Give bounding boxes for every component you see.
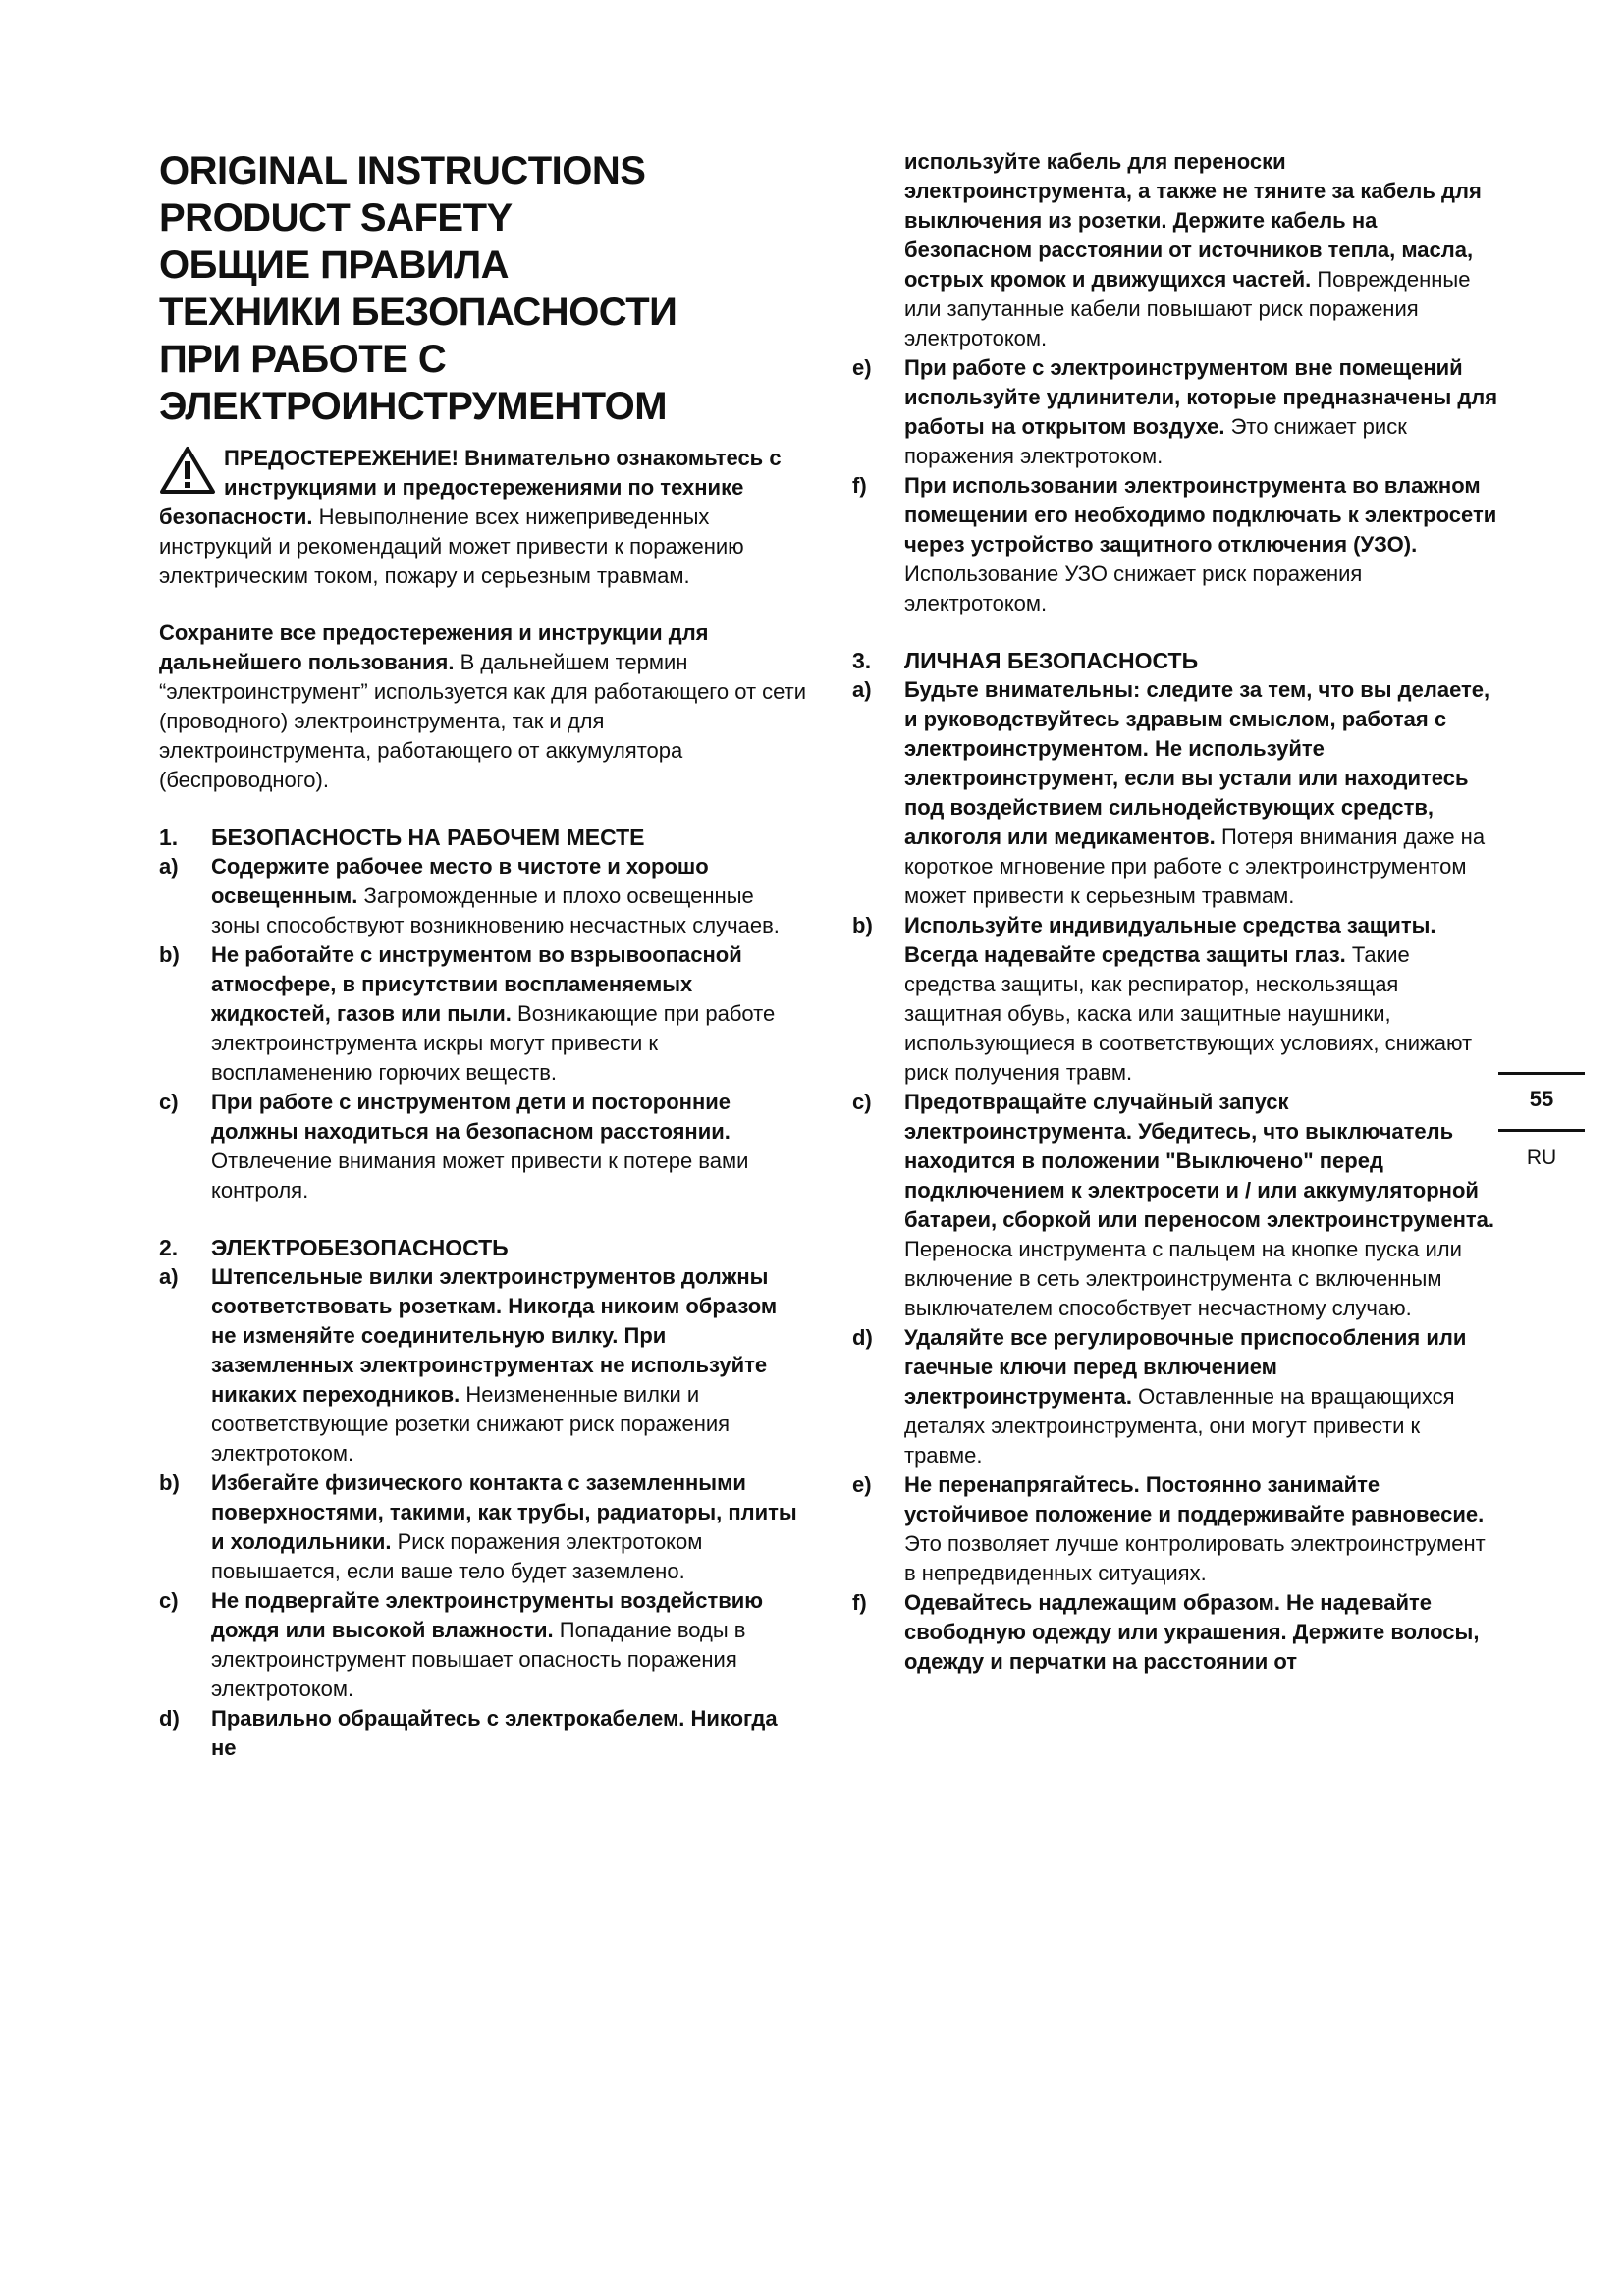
item-bold: Не работайте с инструментом во взрывоопасной атмосфере, в присутствии воспламеняемых жидкостей, газов или пыли. xyxy=(211,942,742,1026)
section-heading-2 xyxy=(159,1233,807,1262)
item-text: Это позволяет лучше контролировать электроинструмент в непредвиденных ситуациях. xyxy=(904,1531,1486,1585)
list-item xyxy=(159,1088,807,1205)
page-marker-rule xyxy=(1498,1072,1585,1075)
page-number: 55 xyxy=(1529,1087,1554,1111)
save-text: В дальнейшем термин “электроинструмент” используется как для работающего от сети (проводного) электроинструмента, так и для электроинструмента, работающего от аккумулятора (беспроводного). xyxy=(159,650,807,792)
right-column xyxy=(852,147,1500,1677)
item-letter: c) xyxy=(852,1090,872,1114)
list-item xyxy=(852,1588,1500,1677)
section-title: ЭЛЕКТРОБЕЗОПАСНОСТЬ xyxy=(211,1235,509,1260)
section-heading-1 xyxy=(159,823,807,852)
title-line: ORIGINAL INSTRUCTIONS xyxy=(159,149,646,192)
section-heading-3 xyxy=(852,646,1500,675)
item-bold: используйте кабель для переноски электроинструмента, а также не тяните за кабель для выключения из розетки. Держите кабель на безопасном расстоянии от источников тепла, масла, острых кромок и движущихся частей. xyxy=(904,149,1482,292)
item-bold: Не перенапрягайтесь. Постоянно занимайте устойчивое положение и поддерживайте равновесие. xyxy=(904,1472,1485,1526)
title-line: ПРИ РАБОТЕ С xyxy=(159,338,447,381)
item-letter: d) xyxy=(159,1706,180,1731)
section-title: ЛИЧНАЯ БЕЗОПАСНОСТЬ xyxy=(904,648,1199,673)
list-item-continuation xyxy=(904,147,1500,353)
item-letter: a) xyxy=(159,1264,179,1289)
title-line: ЭЛЕКТРОИНСТРУМЕНТОМ xyxy=(159,385,668,428)
list-item xyxy=(852,471,1500,618)
section-number: 3. xyxy=(852,648,872,673)
title-line: PRODUCT SAFETY xyxy=(159,196,513,240)
item-text: Использование УЗО снижает риск поражения электротоком. xyxy=(904,561,1363,615)
page-title xyxy=(159,147,807,430)
list-item xyxy=(159,940,807,1088)
warning-bold-text: ПРЕДОСТЕРЕЖЕНИЕ! Внимательно ознакомьтесь с инструкциями и предостережениями по технике безопасности. xyxy=(159,446,782,529)
item-bold: При работе с электроинструментом вне помещений используйте удлинители, которые предназначены для работы на открытом воздухе. xyxy=(904,355,1498,439)
item-bold: Используйте индивидуальные средства защиты. Всегда надевайте средства защиты глаз. xyxy=(904,913,1436,967)
item-letter: b) xyxy=(159,942,180,967)
item-bold: Штепсельные вилки электроинструментов должны соответствовать розеткам. Никогда никоим образом не изменяйте соединительную вилку. При заземленных электроинструментах не используйте никаких переходников. xyxy=(211,1264,778,1407)
language-code: RU xyxy=(1526,1147,1557,1169)
title-line: ОБЩИЕ ПРАВИЛА xyxy=(159,243,510,287)
list-item xyxy=(159,1704,807,1763)
item-text: Возникающие при работе электроинструмента искры могут привести к воспламенению горючих веществ. xyxy=(211,1001,776,1085)
item-letter: b) xyxy=(159,1470,180,1495)
list-item xyxy=(159,1586,807,1704)
item-text: Загроможденные и плохо освещенные зоны способствуют возникновению несчастных случаев. xyxy=(211,883,780,937)
item-bold: При использовании электроинструмента во влажном помещении его необходимо подключать к электросети через устройство защитного отключения (УЗО). xyxy=(904,473,1497,557)
item-text: Неизмененные вилки и соответствующие розетки снижают риск поражения электротоком. xyxy=(211,1382,731,1466)
item-letter: f) xyxy=(852,1590,867,1615)
list-item xyxy=(159,1262,807,1468)
save-bold-text: Сохраните все предостережения и инструкции для дальнейшего пользования. xyxy=(159,620,709,674)
item-bold: Удаляйте все регулировочные приспособления или гаечные ключи перед включением электроинструмента. xyxy=(904,1325,1467,1409)
item-text: Попадание воды в электроинструмент повышает опасность поражения электротоком. xyxy=(211,1618,746,1701)
item-text: Оставленные на вращающихся деталях электроинструмента, они могут привести к травме. xyxy=(904,1384,1455,1468)
list-item xyxy=(159,1468,807,1586)
list-item xyxy=(852,1088,1500,1323)
item-letter: a) xyxy=(852,677,872,702)
item-text: Поврежденные или запутанные кабели повышают риск поражения электротоком. xyxy=(904,267,1471,350)
warning-block xyxy=(159,444,807,591)
list-item xyxy=(852,911,1500,1088)
page-marker-rule xyxy=(1498,1129,1585,1132)
section-number: 1. xyxy=(159,825,179,850)
item-letter: c) xyxy=(159,1090,179,1114)
list-item xyxy=(852,353,1500,471)
item-text: Потеря внимания даже на короткое мгновение при работе с электроинструментом может привести к серьезным травмам. xyxy=(904,825,1486,908)
list-item xyxy=(852,675,1500,911)
item-text: Отвлечение внимания может привести к потере вами контроля. xyxy=(211,1148,749,1202)
item-text: Такие средства защиты, как респиратор, нескользящая защитная обувь, каска или защитные наушники, использующиеся в соответствующих условиях, снижают риск получения травм. xyxy=(904,942,1473,1085)
item-letter: c) xyxy=(159,1588,179,1613)
left-column xyxy=(159,147,807,1763)
section-title: БЕЗОПАСНОСТЬ НА РАБОЧЕМ МЕСТЕ xyxy=(211,825,645,850)
item-bold: При работе с инструментом дети и посторонние должны находиться на безопасном расстоянии. xyxy=(211,1090,731,1144)
warning-text: Невыполнение всех нижеприведенных инструкций и рекомендаций может привести к поражению электрическим током, пожару и серьезным травмам. xyxy=(159,505,744,588)
item-bold: Содержите рабочее место в чистоте и хорошо освещенным. xyxy=(211,854,709,908)
item-text: Переноска инструмента с пальцем на кнопке пуска или включение в сеть электроинструмента с включенным выключателем способствует несчастному случаю. xyxy=(904,1237,1462,1320)
item-letter: f) xyxy=(852,473,867,498)
item-text: Это снижает риск поражения электротоком. xyxy=(904,414,1407,468)
item-letter: a) xyxy=(159,854,179,879)
save-instructions xyxy=(159,618,807,795)
warning-triangle-icon xyxy=(159,446,216,495)
title-line: ТЕХНИКИ БЕЗОПАСНОСТИ xyxy=(159,291,677,334)
section-number: 2. xyxy=(159,1235,179,1260)
item-letter: e) xyxy=(852,355,872,380)
item-bold: Не подвергайте электроинструменты воздействию дождя или высокой влажности. xyxy=(211,1588,764,1642)
list-item xyxy=(159,852,807,940)
item-bold: Правильно обращайтесь с электрокабелем. Никогда не xyxy=(211,1706,778,1760)
list-item xyxy=(852,1470,1500,1588)
item-bold: Будьте внимательны: следите за тем, что вы делаете, и руководствуйтесь здравым смыслом, работая с электроинструментом. Не используйте электроинструмент, если вы устали или находитесь под воздействием сильнодействующих средств, алкоголя или медикаментов. xyxy=(904,677,1490,849)
item-letter: d) xyxy=(852,1325,873,1350)
item-letter: b) xyxy=(852,913,873,937)
item-bold: Избегайте физического контакта с заземленными поверхностями, такими, как трубы, радиаторы, плиты и холодильники. xyxy=(211,1470,797,1554)
item-text: Риск поражения электротоком повышается, если ваше тело будет заземлено. xyxy=(211,1529,703,1583)
item-letter: e) xyxy=(852,1472,872,1497)
item-bold: Предотвращайте случайный запуск электроинструмента. Убедитесь, что выключатель находится в положении "Выключено" перед подключением к электросети и / или аккумуляторной батареи, сборкой или переносом электроинструмента. xyxy=(904,1090,1495,1232)
list-item xyxy=(852,1323,1500,1470)
item-bold: Одевайтесь надлежащим образом. Не надевайте свободную одежду или украшения. Держите волосы, одежду и перчатки на расстоянии от xyxy=(904,1590,1480,1674)
